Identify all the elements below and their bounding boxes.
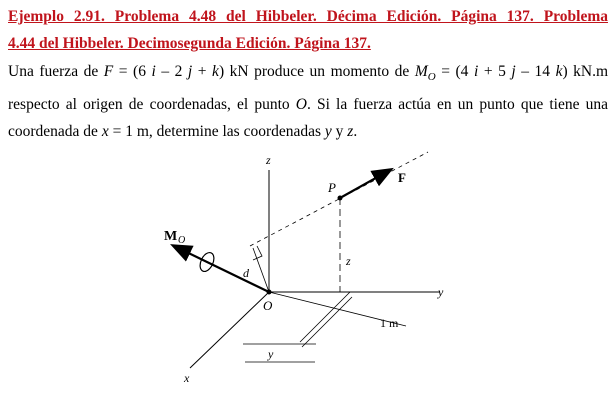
statement-line-2: respecto al origen de coordenadas, el punto O. Si la fuerza actúa en un punto que tiene una	[8, 96, 608, 114]
example-title	[8, 3, 608, 57]
label-d: d	[243, 266, 249, 280]
title-line-1: Ejemplo 2.91. Problema 4.48 del Hibbeler. Décima Edición. Página 137. Problema	[8, 8, 608, 25]
problem-statement	[8, 58, 608, 145]
x-axis-line	[190, 292, 269, 368]
label-o: O	[263, 298, 273, 313]
label-y-axis: y	[438, 285, 444, 299]
statement-line-3: coordenada de x = 1 m, determine las coordenadas y y z.	[8, 123, 358, 141]
title-line-2: 4.44 del Hibbeler. Decimosegunda Edición. Página 137.	[8, 35, 371, 52]
figure-svg	[150, 150, 450, 400]
label-f: F	[398, 170, 406, 185]
coordinate-figure	[150, 150, 450, 400]
force-arrow	[340, 170, 390, 198]
document	[8, 0, 608, 145]
label-z-mid: z	[346, 254, 351, 268]
label-x-axis: x	[184, 371, 190, 385]
label-m: M	[164, 229, 178, 244]
label-1m: 1 m	[380, 316, 399, 330]
statement-line-1: Una fuerza de F = (6 i – 2 j + k) kN produce un momento de $M_O = (4$ i + 5 j – 14 k) kN.m	[8, 63, 609, 84]
base-parallel	[300, 292, 350, 342]
label-p: P	[328, 180, 336, 195]
right-angle-mark	[253, 246, 262, 260]
label-y-bottom: y	[268, 347, 274, 361]
dim-1m	[302, 297, 352, 347]
origin-point	[267, 290, 272, 295]
label-z-top: z	[266, 153, 271, 167]
label-m-sub: O	[178, 235, 186, 246]
